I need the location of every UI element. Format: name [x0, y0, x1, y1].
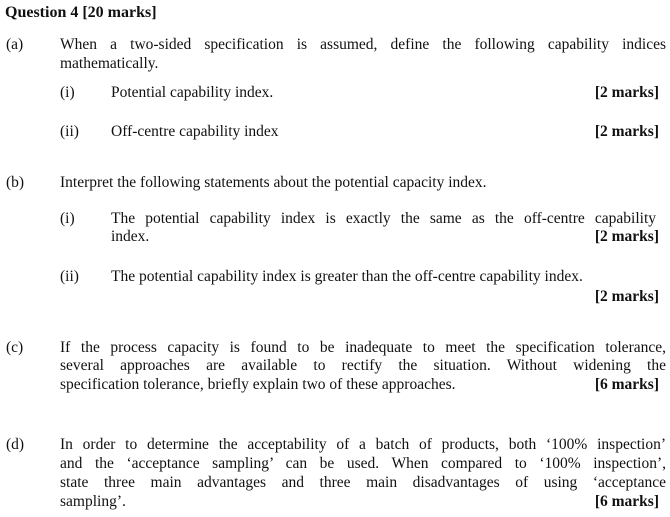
- question-title: Question 4 [20 marks]: [5, 4, 157, 21]
- part-a-ii-label: (ii): [60, 123, 79, 140]
- part-b-i-text-line1: The potential capability index is exactly the same as the off-centre capability: [111, 210, 656, 227]
- part-b-ii-marks: [2 marks]: [594, 288, 659, 305]
- part-c-label: (c): [6, 339, 24, 356]
- part-b-text: Interpret the following statements about the potential capacity index.: [60, 174, 487, 191]
- part-a-label: (a): [6, 36, 24, 53]
- part-a-ii-marks: [2 marks]: [594, 123, 659, 140]
- part-c-line1: If the process capacity is found to be inadequate to meet the specification tolerance,: [60, 339, 666, 356]
- part-d-label: (d): [6, 436, 25, 453]
- part-d-marks: [6 marks]: [594, 493, 659, 510]
- part-c-line2: several approaches are available to rectify the situation. Without widening the: [60, 357, 666, 374]
- part-b-ii-label: (ii): [60, 268, 79, 285]
- part-b-label: (b): [6, 174, 25, 191]
- part-b-i-label: (i): [60, 210, 75, 227]
- part-d-line2: and the ‘acceptance sampling’ can be used. When compared to ‘100% inspection’,: [60, 455, 666, 472]
- part-d-line1: In order to determine the acceptability of a batch of products, both ‘100% inspection’: [60, 436, 666, 453]
- part-b-ii-text: The potential capability index is greater than the off-centre capability index.: [111, 268, 583, 285]
- part-a-ii-text: Off-centre capability index: [111, 123, 279, 140]
- part-c-line3: specification tolerance, briefly explain two of these approaches.: [60, 376, 456, 393]
- part-a-i-label: (i): [60, 84, 75, 101]
- part-b-i-text-line2: index.: [111, 228, 150, 245]
- part-c-marks: [6 marks]: [594, 376, 659, 393]
- part-b-i-marks: [2 marks]: [594, 228, 659, 245]
- part-a-i-marks: [2 marks]: [594, 84, 659, 101]
- part-d-line3: state three main advantages and three main disadvantages of using ‘acceptance: [60, 474, 666, 491]
- part-a-i-text: Potential capability index.: [111, 84, 274, 101]
- part-a-text-line2: mathematically.: [60, 55, 159, 72]
- part-a-text-line1: When a two-sided specification is assumed, define the following capability indices: [60, 36, 666, 53]
- part-d-line4: sampling’.: [60, 493, 126, 510]
